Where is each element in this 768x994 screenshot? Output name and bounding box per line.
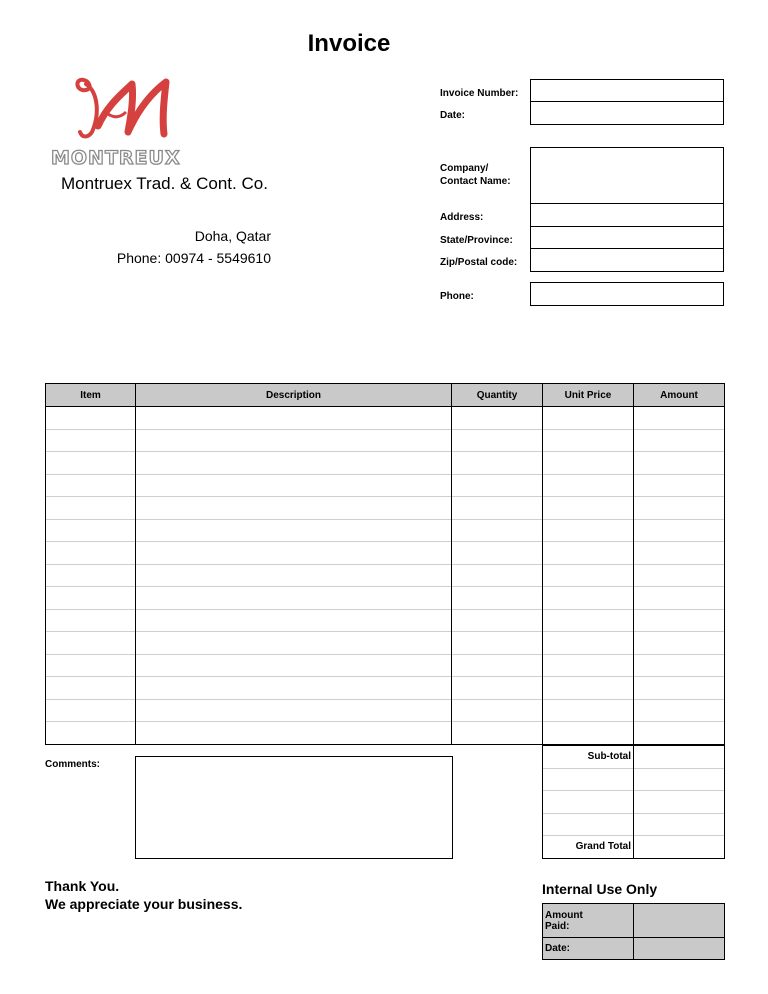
cell-quantity[interactable]	[452, 429, 543, 452]
cell-item[interactable]	[46, 474, 136, 497]
totals-blank-label	[543, 791, 634, 814]
cell-description[interactable]	[136, 429, 452, 452]
grand-total-row	[543, 836, 725, 859]
cell-description[interactable]	[136, 587, 452, 610]
cell-quantity[interactable]	[452, 564, 543, 587]
cell-item[interactable]	[46, 519, 136, 542]
thank-you-line1: Thank You.	[45, 878, 120, 894]
amount-paid-line1: Amount	[545, 909, 583, 921]
subtotal-label: Sub-total	[543, 746, 634, 769]
table-row	[46, 519, 725, 542]
totals-blank-value[interactable]	[634, 813, 725, 836]
table-row	[46, 497, 725, 520]
cell-quantity[interactable]	[452, 497, 543, 520]
phone-label: Phone:	[440, 291, 474, 302]
cell-item[interactable]	[46, 497, 136, 520]
cell-unit-price[interactable]	[543, 542, 634, 565]
table-row	[46, 542, 725, 565]
header-quantity: Quantity	[452, 384, 543, 407]
cell-description[interactable]	[136, 474, 452, 497]
cell-amount[interactable]	[634, 429, 725, 452]
invoice-number-field[interactable]	[530, 79, 724, 103]
cell-amount[interactable]	[634, 699, 725, 722]
cell-amount[interactable]	[634, 677, 725, 700]
cell-item[interactable]	[46, 542, 136, 565]
cell-unit-price[interactable]	[543, 699, 634, 722]
items-table	[45, 383, 725, 745]
zip-label: Zip/Postal code:	[440, 257, 518, 268]
cell-quantity[interactable]	[452, 609, 543, 632]
cell-unit-price[interactable]	[543, 407, 634, 430]
cell-description[interactable]	[136, 564, 452, 587]
totals-blank-label	[543, 768, 634, 791]
state-field[interactable]	[530, 226, 724, 250]
invoice-title: Invoice	[307, 30, 391, 57]
table-row	[46, 654, 725, 677]
totals-table	[542, 745, 725, 859]
table-row	[46, 564, 725, 587]
cell-unit-price[interactable]	[543, 722, 634, 745]
comments-field[interactable]	[135, 756, 453, 859]
cell-description[interactable]	[136, 632, 452, 655]
cell-quantity[interactable]	[452, 542, 543, 565]
items-header-row	[46, 384, 725, 407]
cell-amount[interactable]	[634, 564, 725, 587]
date-field[interactable]	[530, 101, 724, 125]
totals-blank-row	[543, 813, 725, 836]
cell-amount[interactable]	[634, 452, 725, 475]
internal-use-title: Internal Use Only	[542, 881, 658, 897]
cell-amount[interactable]	[634, 587, 725, 610]
cell-unit-price[interactable]	[543, 474, 634, 497]
company-city: Doha, Qatar	[194, 228, 271, 244]
grand-total-label: Grand Total	[543, 836, 634, 859]
cell-item[interactable]	[46, 452, 136, 475]
cell-description[interactable]	[136, 609, 452, 632]
internal-date-row	[543, 938, 725, 960]
company-contact-label	[440, 162, 511, 188]
cell-amount[interactable]	[634, 542, 725, 565]
header-description: Description	[136, 384, 452, 407]
cell-description[interactable]	[136, 407, 452, 430]
cell-quantity[interactable]	[452, 474, 543, 497]
internal-date-label: Date:	[543, 938, 634, 960]
cell-description[interactable]	[136, 699, 452, 722]
table-row	[46, 587, 725, 610]
company-label-line2: Contact Name:	[440, 176, 511, 187]
phone-field[interactable]	[530, 282, 724, 306]
thank-you-message	[45, 877, 242, 913]
cell-quantity[interactable]	[452, 654, 543, 677]
thank-you-line2: We appreciate your business.	[45, 896, 243, 912]
totals-blank-row	[543, 791, 725, 814]
cell-item[interactable]	[46, 609, 136, 632]
subtotal-row	[543, 746, 725, 769]
cell-unit-price[interactable]	[543, 452, 634, 475]
cell-quantity[interactable]	[452, 587, 543, 610]
table-row	[46, 677, 725, 700]
cell-quantity[interactable]	[452, 699, 543, 722]
cell-item[interactable]	[46, 699, 136, 722]
table-row	[46, 699, 725, 722]
cell-amount[interactable]	[634, 407, 725, 430]
cell-description[interactable]	[136, 519, 452, 542]
company-name: Montruex Trad. & Cont. Co.	[61, 174, 268, 193]
amount-paid-field[interactable]	[634, 904, 725, 938]
cell-amount[interactable]	[634, 632, 725, 655]
cell-description[interactable]	[136, 452, 452, 475]
cell-quantity[interactable]	[452, 632, 543, 655]
cell-amount[interactable]	[634, 519, 725, 542]
cell-unit-price[interactable]	[543, 429, 634, 452]
cell-unit-price[interactable]	[543, 497, 634, 520]
table-row	[46, 429, 725, 452]
cell-item[interactable]	[46, 587, 136, 610]
logo-wordmark: MONTREUX	[51, 147, 181, 169]
cell-amount[interactable]	[634, 497, 725, 520]
internal-date-field[interactable]	[634, 938, 725, 960]
cell-item[interactable]	[46, 654, 136, 677]
cell-item[interactable]	[46, 677, 136, 700]
cell-quantity[interactable]	[452, 407, 543, 430]
state-label: State/Province:	[440, 235, 513, 246]
cell-quantity[interactable]	[452, 677, 543, 700]
cell-item[interactable]	[46, 429, 136, 452]
cell-item[interactable]	[46, 722, 136, 745]
grand-total-value-cell[interactable]	[634, 836, 725, 859]
cell-amount[interactable]	[634, 474, 725, 497]
totals-blank-label	[543, 813, 634, 836]
cell-quantity[interactable]	[452, 519, 543, 542]
cell-description[interactable]	[136, 654, 452, 677]
zip-field[interactable]	[530, 248, 724, 272]
cell-item[interactable]	[46, 632, 136, 655]
amount-paid-line2: Paid:	[545, 920, 570, 932]
table-row	[46, 722, 725, 745]
internal-use-table	[542, 903, 725, 960]
table-row	[46, 609, 725, 632]
comments-label: Comments:	[45, 759, 101, 770]
totals-blank-value[interactable]	[634, 791, 725, 814]
cell-unit-price[interactable]	[543, 654, 634, 677]
amount-paid-row	[543, 904, 725, 938]
cell-amount[interactable]	[634, 654, 725, 677]
logo-graphic	[48, 74, 198, 172]
invoice-number-label: Invoice Number:	[440, 88, 519, 99]
cell-description[interactable]	[136, 497, 452, 520]
cell-unit-price[interactable]	[543, 564, 634, 587]
header-item: Item	[46, 384, 136, 407]
cell-description[interactable]	[136, 677, 452, 700]
cell-description[interactable]	[136, 722, 452, 745]
table-row	[46, 452, 725, 475]
subtotal-value-cell[interactable]	[634, 746, 725, 769]
company-phone: Phone: 00974 - 5549610	[116, 250, 271, 266]
cell-amount[interactable]	[634, 722, 725, 745]
cell-item[interactable]	[46, 407, 136, 430]
cell-unit-price[interactable]	[543, 609, 634, 632]
address-field[interactable]	[530, 203, 724, 227]
address-label: Address:	[440, 212, 484, 223]
table-row	[46, 474, 725, 497]
header-amount: Amount	[634, 384, 725, 407]
cell-item[interactable]	[46, 564, 136, 587]
cell-unit-price[interactable]	[543, 677, 634, 700]
amount-paid-label	[543, 904, 634, 938]
company-label-line1: Company/	[440, 163, 489, 174]
table-row	[46, 407, 725, 430]
cell-unit-price[interactable]	[543, 519, 634, 542]
montreux-logo	[48, 74, 198, 172]
cell-unit-price[interactable]	[543, 587, 634, 610]
cell-amount[interactable]	[634, 609, 725, 632]
cell-description[interactable]	[136, 542, 452, 565]
cell-quantity[interactable]	[452, 722, 543, 745]
cell-unit-price[interactable]	[543, 632, 634, 655]
cell-quantity[interactable]	[452, 452, 543, 475]
table-row	[46, 632, 725, 655]
company-contact-field[interactable]	[530, 147, 724, 204]
totals-blank-row	[543, 768, 725, 791]
header-unit-price: Unit Price	[543, 384, 634, 407]
totals-blank-value[interactable]	[634, 768, 725, 791]
date-label: Date:	[440, 110, 466, 121]
